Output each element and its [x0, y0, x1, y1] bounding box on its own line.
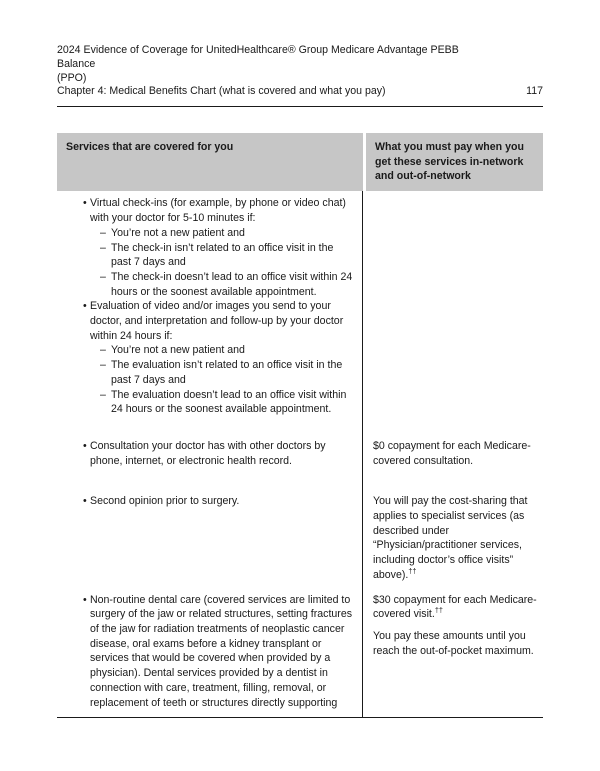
- bullet-icon: •: [83, 439, 87, 452]
- table-row: [57, 417, 543, 468]
- page-header: [57, 44, 543, 99]
- sub-item-text: The evaluation isn’t related to an office visit in the past 7 days and: [111, 359, 343, 386]
- bullet-list-item: [83, 593, 354, 711]
- dash-icon: –: [100, 270, 106, 283]
- bullet-body: [90, 439, 354, 468]
- table-row: [57, 191, 543, 417]
- bullet-body: [90, 494, 354, 509]
- services-cell: [57, 583, 363, 718]
- sub-list-item: [90, 343, 354, 358]
- dash-icon: –: [100, 226, 106, 239]
- bullet-list-item: [83, 494, 354, 509]
- column-header-payment: What you must pay when you get these services in-network and out-of-network: [366, 133, 543, 191]
- dash-icon: –: [100, 359, 106, 372]
- services-cell: [57, 468, 363, 582]
- bullet-icon: •: [83, 593, 87, 606]
- bullet-text: [90, 299, 354, 343]
- benefits-table: [57, 133, 543, 718]
- document-title-line1: 2024 Evidence of Coverage for UnitedHealthcare® Group Medicare Advantage PEBB Balance: [57, 44, 459, 70]
- bullet-icon: •: [83, 197, 87, 210]
- text-segment: You will pay the cost-sharing that applies to specialist services (as described under “Physician/practitioner services, including doctor’s office visits” above).: [373, 495, 528, 581]
- payment-cell: [363, 583, 543, 718]
- bullet-text: [90, 593, 354, 711]
- sub-list-item: [90, 388, 354, 417]
- dash-icon: –: [100, 344, 106, 357]
- text-segment: $30 copayment for each Medicare-covered visit.: [373, 593, 537, 621]
- payment-text: [373, 439, 537, 468]
- chapter-title: Chapter 4: Medical Benefits Chart (what is covered and what you pay): [57, 85, 386, 98]
- text-segment: $0 copayment for each Medicare-covered consultation.: [373, 439, 531, 467]
- payment-text: [373, 593, 537, 622]
- text-segment: Non-routine dental care (covered services are limited to surgery of the jaw or related structures, setting fractures of the jaw for radiation treatments of neoplastic cancer disease, oral exams before a kidney transplant or services that would be covered when provided by a physician). Dental services provided by a dentist in connection with care, treatment, filling, removal, or replacement of teeth or structures directly supporting: [90, 593, 353, 709]
- bullet-icon: •: [83, 495, 87, 508]
- services-cell: [57, 191, 363, 417]
- sub-list-item: [90, 270, 354, 299]
- sub-item-text: The evaluation doesn’t lead to an office visit within 24 hours or the soonest available appointment.: [111, 388, 347, 416]
- text-segment: Consultation your doctor has with other doctors by phone, internet, or electronic health record.: [90, 439, 326, 467]
- document-title: [57, 44, 497, 99]
- payment-text: [373, 629, 537, 658]
- text-segment: Evaluation of video and/or images you send to your doctor, and interpretation and follow-up by your doctor within 24 hours if:: [90, 300, 344, 342]
- sub-item-text: You’re not a new patient and: [111, 226, 245, 239]
- services-cell: [57, 417, 363, 468]
- table-body: [57, 191, 543, 718]
- table-row: [57, 468, 543, 582]
- payment-cell: [363, 417, 543, 468]
- bullet-body: [90, 196, 354, 299]
- bullet-list-item: [83, 196, 354, 299]
- sub-list-item: [90, 241, 354, 270]
- bullet-body: [90, 593, 354, 711]
- sub-list-item: [90, 226, 354, 241]
- header-divider: [57, 106, 543, 107]
- sub-item-text: You’re not a new patient and: [111, 344, 245, 357]
- bullet-text: [90, 439, 354, 468]
- payment-cell: [363, 468, 543, 582]
- table-header-row: [57, 133, 543, 191]
- bullet-body: [90, 299, 354, 417]
- document-title-line2: (PPO): [57, 71, 87, 84]
- table-row: [57, 583, 543, 718]
- text-segment: Virtual check-ins (for example, by phone or video chat) with your doctor for 5-10 minutes if:: [90, 197, 346, 225]
- payment-cell: [363, 191, 543, 417]
- sub-list-item: [90, 358, 354, 387]
- payment-text: [373, 494, 537, 582]
- bullet-list-item: [83, 299, 354, 417]
- text-segment: Second opinion prior to surgery.: [90, 495, 240, 508]
- bullet-list-item: [83, 439, 354, 468]
- bullet-text: [90, 196, 354, 225]
- text-segment: You pay these amounts until you reach the out-of-pocket maximum.: [373, 629, 534, 657]
- bullet-text: [90, 494, 354, 509]
- bullet-icon: •: [83, 300, 87, 313]
- dagger-footnote-marker: ††: [434, 605, 443, 615]
- column-header-services: Services that are covered for you: [57, 133, 363, 191]
- dash-icon: –: [100, 241, 106, 254]
- dagger-footnote-marker: ††: [408, 566, 417, 576]
- dash-icon: –: [100, 388, 106, 401]
- sub-item-text: The check-in isn’t related to an office visit in the past 7 days and: [111, 241, 334, 269]
- sub-item-text: The check-in doesn’t lead to an office visit within 24 hours or the soonest available appointment.: [111, 270, 353, 298]
- page-number: 117: [526, 84, 543, 97]
